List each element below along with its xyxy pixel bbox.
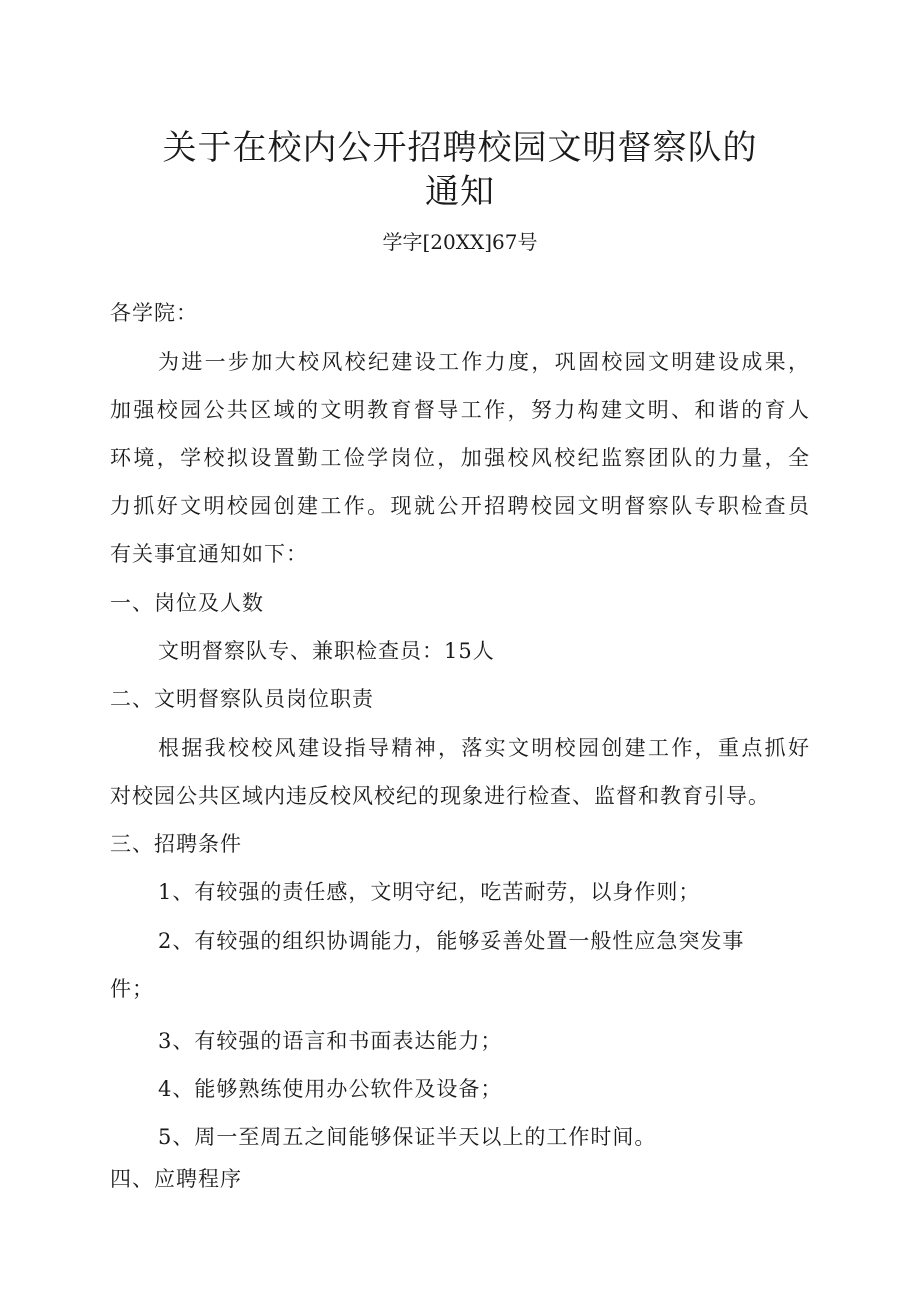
intro-line-3: 环境，学校拟设置勤工俭学岗位，加强校风校纪监察团队的力量，全: [110, 446, 810, 470]
requirement-item-1: 1、有较强的责任感，文明守纪，吃苦耐劳，以身作则；: [158, 880, 701, 904]
requirement-item-2-line-1: 2、有较强的组织协调能力，能够妥善处置一般性应急突发事: [158, 929, 745, 953]
document-title-line-2: 通知: [425, 172, 495, 212]
requirement-item-2-line-2: 件；: [110, 977, 154, 1001]
section-1-heading: 一、岗位及人数: [110, 591, 264, 615]
salutation: 各学院：: [110, 301, 198, 325]
intro-line-2: 加强校园公共区域的文明教育督导工作，努力构建文明、和谐的育人: [110, 398, 810, 422]
requirement-item-5: 5、周一至周五之间能够保证半天以上的工作时间。: [158, 1125, 657, 1149]
section-2-line-2: 对校园公共区域内违反校风校纪的现象进行检查、监督和教育引导。: [110, 784, 770, 808]
section-3-heading: 三、招聘条件: [110, 832, 242, 856]
document-number: 学字[20XX]67号: [382, 230, 538, 254]
section-4-heading: 四、应聘程序: [110, 1167, 242, 1191]
document-title-line-1: 关于在校内公开招聘校园文明督察队的: [162, 128, 758, 168]
requirement-item-4: 4、能够熟练使用办公软件及设备；: [158, 1077, 503, 1101]
section-2-heading: 二、文明督察队员岗位职责: [110, 687, 374, 711]
section-1-content: 文明督察队专、兼职检查员：15人: [158, 639, 495, 663]
intro-line-4: 力抓好文明校园创建工作。现就公开招聘校园文明督察队专职检查员: [110, 494, 810, 518]
section-2-line-1: 根据我校校风建设指导精神，落实文明校园创建工作，重点抓好: [158, 736, 810, 760]
intro-line-5: 有关事宜通知如下：: [110, 542, 308, 566]
requirement-item-3: 3、有较强的语言和书面表达能力；: [158, 1029, 503, 1053]
intro-line-1: 为进一步加大校风校纪建设工作力度，巩固校园文明建设成果，: [158, 350, 810, 374]
